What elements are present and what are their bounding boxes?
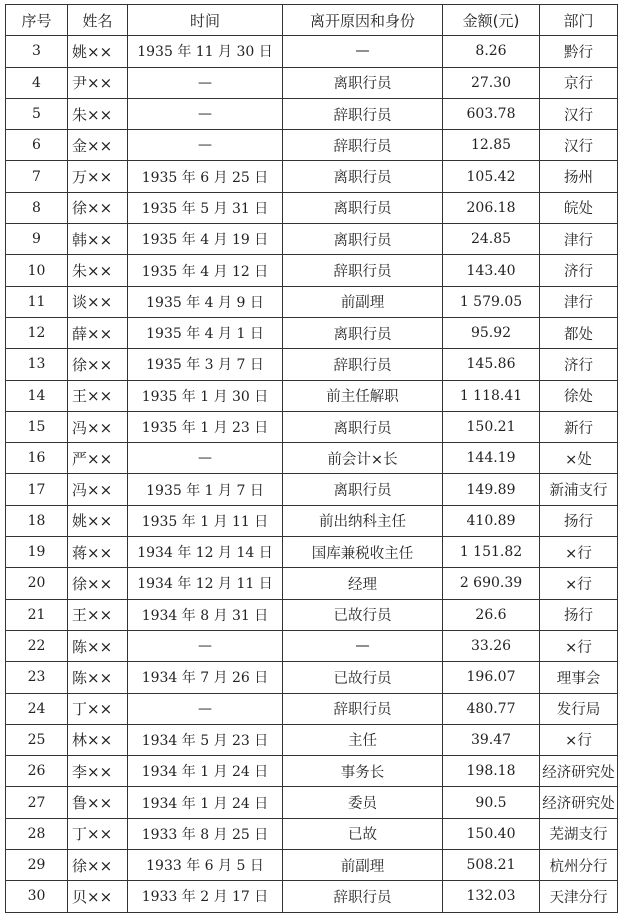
cell-reason: —: [283, 630, 443, 661]
cell-date: 1933 年 8 月 25 日: [128, 818, 283, 849]
cell-dept: ×行: [540, 630, 618, 661]
table-row: [6, 630, 618, 661]
cell-name: 冯××: [68, 474, 128, 505]
cell-no: 9: [6, 224, 68, 255]
cell-amount: 33.26: [443, 630, 540, 661]
cell-reason: 已故行员: [283, 599, 443, 630]
table-row: [6, 317, 618, 348]
cell-dept: 汉行: [540, 130, 618, 161]
cell-name: 王××: [68, 380, 128, 411]
cell-dept: ×行: [540, 724, 618, 755]
table-row: [6, 818, 618, 849]
cell-no: 27: [6, 787, 68, 818]
header-amount: 金额(元): [443, 5, 540, 36]
header-name: 姓名: [68, 5, 128, 36]
cell-amount: 1 151.82: [443, 537, 540, 568]
cell-date: 1935 年 1 月 7 日: [128, 474, 283, 505]
cell-reason: 前会计×长: [283, 443, 443, 474]
cell-dept: 扬州: [540, 161, 618, 192]
cell-reason: 离职行员: [283, 411, 443, 442]
cell-date: —: [128, 67, 283, 98]
cell-no: 29: [6, 850, 68, 881]
cell-reason: 前副理: [283, 286, 443, 317]
cell-date: 1935 年 1 月 30 日: [128, 380, 283, 411]
cell-name: 丁××: [68, 693, 128, 724]
cell-name: 林××: [68, 724, 128, 755]
table-body: [6, 36, 618, 912]
cell-amount: 150.21: [443, 411, 540, 442]
cell-date: 1933 年 6 月 5 日: [128, 850, 283, 881]
cell-no: 30: [6, 881, 68, 912]
cell-amount: 1 579.05: [443, 286, 540, 317]
cell-dept: 都处: [540, 317, 618, 348]
cell-amount: 508.21: [443, 850, 540, 881]
table-row: [6, 98, 618, 129]
cell-no: 13: [6, 349, 68, 380]
table-row: [6, 67, 618, 98]
cell-dept: 经济研究处: [540, 787, 618, 818]
cell-date: 1934 年 1 月 24 日: [128, 756, 283, 787]
cell-amount: 145.86: [443, 349, 540, 380]
cell-no: 7: [6, 161, 68, 192]
cell-dept: 黔行: [540, 36, 618, 67]
cell-dept: ×行: [540, 537, 618, 568]
table-row: [6, 756, 618, 787]
cell-no: 16: [6, 443, 68, 474]
cell-date: 1935 年 4 月 9 日: [128, 286, 283, 317]
cell-no: 12: [6, 317, 68, 348]
cell-amount: 12.85: [443, 130, 540, 161]
cell-amount: 39.47: [443, 724, 540, 755]
cell-date: 1935 年 6 月 25 日: [128, 161, 283, 192]
cell-amount: 480.77: [443, 693, 540, 724]
cell-name: 谈××: [68, 286, 128, 317]
cell-name: 朱××: [68, 98, 128, 129]
cell-name: 陈××: [68, 630, 128, 661]
table-row: [6, 36, 618, 67]
cell-amount: 196.07: [443, 662, 540, 693]
cell-date: 1935 年 1 月 11 日: [128, 505, 283, 536]
cell-date: 1935 年 11 月 30 日: [128, 36, 283, 67]
cell-no: 6: [6, 130, 68, 161]
cell-reason: —: [283, 36, 443, 67]
table-row: [6, 693, 618, 724]
cell-amount: 132.03: [443, 881, 540, 912]
cell-name: 徐××: [68, 850, 128, 881]
cell-reason: 辞职行员: [283, 693, 443, 724]
cell-date: 1935 年 4 月 12 日: [128, 255, 283, 286]
cell-amount: 27.30: [443, 67, 540, 98]
cell-amount: 150.40: [443, 818, 540, 849]
cell-dept: 津行: [540, 224, 618, 255]
cell-reason: 已故行员: [283, 662, 443, 693]
table-row: [6, 286, 618, 317]
cell-amount: 410.89: [443, 505, 540, 536]
cell-amount: 105.42: [443, 161, 540, 192]
cell-name: 姚××: [68, 505, 128, 536]
cell-amount: 8.26: [443, 36, 540, 67]
cell-reason: 主任: [283, 724, 443, 755]
cell-date: 1934 年 12 月 11 日: [128, 568, 283, 599]
cell-dept: 津行: [540, 286, 618, 317]
cell-no: 8: [6, 192, 68, 223]
cell-date: —: [128, 98, 283, 129]
cell-no: 11: [6, 286, 68, 317]
table-row: [6, 443, 618, 474]
cell-no: 28: [6, 818, 68, 849]
cell-date: 1935 年 3 月 7 日: [128, 349, 283, 380]
table-row: [6, 192, 618, 223]
cell-name: 丁××: [68, 818, 128, 849]
cell-reason: 辞职行员: [283, 130, 443, 161]
cell-date: —: [128, 130, 283, 161]
cell-dept: 理事会: [540, 662, 618, 693]
cell-no: 25: [6, 724, 68, 755]
cell-no: 20: [6, 568, 68, 599]
cell-amount: 144.19: [443, 443, 540, 474]
cell-date: —: [128, 693, 283, 724]
cell-name: 冯××: [68, 411, 128, 442]
cell-no: 15: [6, 411, 68, 442]
cell-date: 1933 年 2 月 17 日: [128, 881, 283, 912]
table-row: [6, 224, 618, 255]
table-row: [6, 881, 618, 912]
table-row: [6, 787, 618, 818]
cell-date: —: [128, 443, 283, 474]
cell-date: 1935 年 5 月 31 日: [128, 192, 283, 223]
cell-amount: 206.18: [443, 192, 540, 223]
table-row: [6, 568, 618, 599]
table-row: [6, 380, 618, 411]
cell-name: 尹××: [68, 67, 128, 98]
cell-reason: 前主任解职: [283, 380, 443, 411]
header-date: 时间: [128, 5, 283, 36]
cell-amount: 26.6: [443, 599, 540, 630]
cell-reason: 离职行员: [283, 67, 443, 98]
cell-reason: 前副理: [283, 850, 443, 881]
cell-dept: 徐处: [540, 380, 618, 411]
cell-name: 薛××: [68, 317, 128, 348]
table-row: [6, 599, 618, 630]
cell-name: 朱××: [68, 255, 128, 286]
cell-dept: 汉行: [540, 98, 618, 129]
cell-reason: 经理: [283, 568, 443, 599]
cell-name: 陈××: [68, 662, 128, 693]
cell-name: 李××: [68, 756, 128, 787]
cell-dept: 皖处: [540, 192, 618, 223]
cell-no: 26: [6, 756, 68, 787]
cell-no: 24: [6, 693, 68, 724]
cell-date: 1934 年 7 月 26 日: [128, 662, 283, 693]
cell-reason: 离职行员: [283, 317, 443, 348]
cell-reason: 辞职行员: [283, 98, 443, 129]
table-row: [6, 474, 618, 505]
cell-reason: 委员: [283, 787, 443, 818]
cell-no: 22: [6, 630, 68, 661]
cell-no: 4: [6, 67, 68, 98]
cell-reason: 离职行员: [283, 192, 443, 223]
cell-reason: 国库兼税收主任: [283, 537, 443, 568]
cell-reason: 已故: [283, 818, 443, 849]
cell-reason: 离职行员: [283, 224, 443, 255]
cell-reason: 辞职行员: [283, 881, 443, 912]
cell-name: 严××: [68, 443, 128, 474]
table-row: [6, 724, 618, 755]
cell-dept: ×行: [540, 568, 618, 599]
cell-dept: 新行: [540, 411, 618, 442]
cell-name: 金××: [68, 130, 128, 161]
cell-reason: 辞职行员: [283, 349, 443, 380]
table-row: [6, 505, 618, 536]
header-no: 序号: [6, 5, 68, 36]
cell-date: 1934 年 12 月 14 日: [128, 537, 283, 568]
cell-no: 18: [6, 505, 68, 536]
cell-no: 10: [6, 255, 68, 286]
table-row: [6, 662, 618, 693]
cell-reason: 前出纳科主任: [283, 505, 443, 536]
table-row: [6, 411, 618, 442]
table-row: [6, 850, 618, 881]
header-row: [6, 5, 618, 36]
table-row: [6, 349, 618, 380]
cell-date: 1934 年 8 月 31 日: [128, 599, 283, 630]
cell-date: 1935 年 4 月 19 日: [128, 224, 283, 255]
cell-date: 1935 年 1 月 23 日: [128, 411, 283, 442]
cell-amount: 90.5: [443, 787, 540, 818]
cell-date: 1934 年 1 月 24 日: [128, 787, 283, 818]
cell-amount: 1 118.41: [443, 380, 540, 411]
cell-amount: 24.85: [443, 224, 540, 255]
cell-name: 韩××: [68, 224, 128, 255]
cell-amount: 603.78: [443, 98, 540, 129]
cell-amount: 198.18: [443, 756, 540, 787]
cell-dept: 济行: [540, 349, 618, 380]
cell-dept: 杭州分行: [540, 850, 618, 881]
cell-name: 贝××: [68, 881, 128, 912]
cell-name: 姚××: [68, 36, 128, 67]
table-row: [6, 255, 618, 286]
header-dept: 部门: [540, 5, 618, 36]
cell-reason: 离职行员: [283, 474, 443, 505]
cell-no: 14: [6, 380, 68, 411]
cell-amount: 95.92: [443, 317, 540, 348]
cell-date: 1934 年 5 月 23 日: [128, 724, 283, 755]
cell-dept: 扬行: [540, 599, 618, 630]
cell-date: 1935 年 4 月 1 日: [128, 317, 283, 348]
cell-dept: 发行局: [540, 693, 618, 724]
cell-reason: 辞职行员: [283, 255, 443, 286]
cell-name: 王××: [68, 599, 128, 630]
records-table: [5, 4, 618, 913]
cell-dept: 天津分行: [540, 881, 618, 912]
cell-date: —: [128, 630, 283, 661]
cell-dept: ×处: [540, 443, 618, 474]
cell-name: 徐××: [68, 568, 128, 599]
cell-reason: 离职行员: [283, 161, 443, 192]
cell-no: 21: [6, 599, 68, 630]
cell-name: 鲁××: [68, 787, 128, 818]
cell-no: 3: [6, 36, 68, 67]
cell-amount: 143.40: [443, 255, 540, 286]
cell-dept: 扬行: [540, 505, 618, 536]
cell-no: 17: [6, 474, 68, 505]
cell-name: 徐××: [68, 349, 128, 380]
cell-dept: 京行: [540, 67, 618, 98]
cell-dept: 济行: [540, 255, 618, 286]
cell-no: 5: [6, 98, 68, 129]
table-row: [6, 161, 618, 192]
cell-reason: 事务长: [283, 756, 443, 787]
cell-dept: 新浦支行: [540, 474, 618, 505]
cell-name: 蒋××: [68, 537, 128, 568]
cell-name: 徐××: [68, 192, 128, 223]
cell-dept: 经济研究处: [540, 756, 618, 787]
table-row: [6, 537, 618, 568]
cell-no: 23: [6, 662, 68, 693]
cell-no: 19: [6, 537, 68, 568]
cell-amount: 2 690.39: [443, 568, 540, 599]
cell-amount: 149.89: [443, 474, 540, 505]
table-row: [6, 130, 618, 161]
cell-name: 万××: [68, 161, 128, 192]
header-reason: 离开原因和身份: [283, 5, 443, 36]
cell-dept: 芜湖支行: [540, 818, 618, 849]
